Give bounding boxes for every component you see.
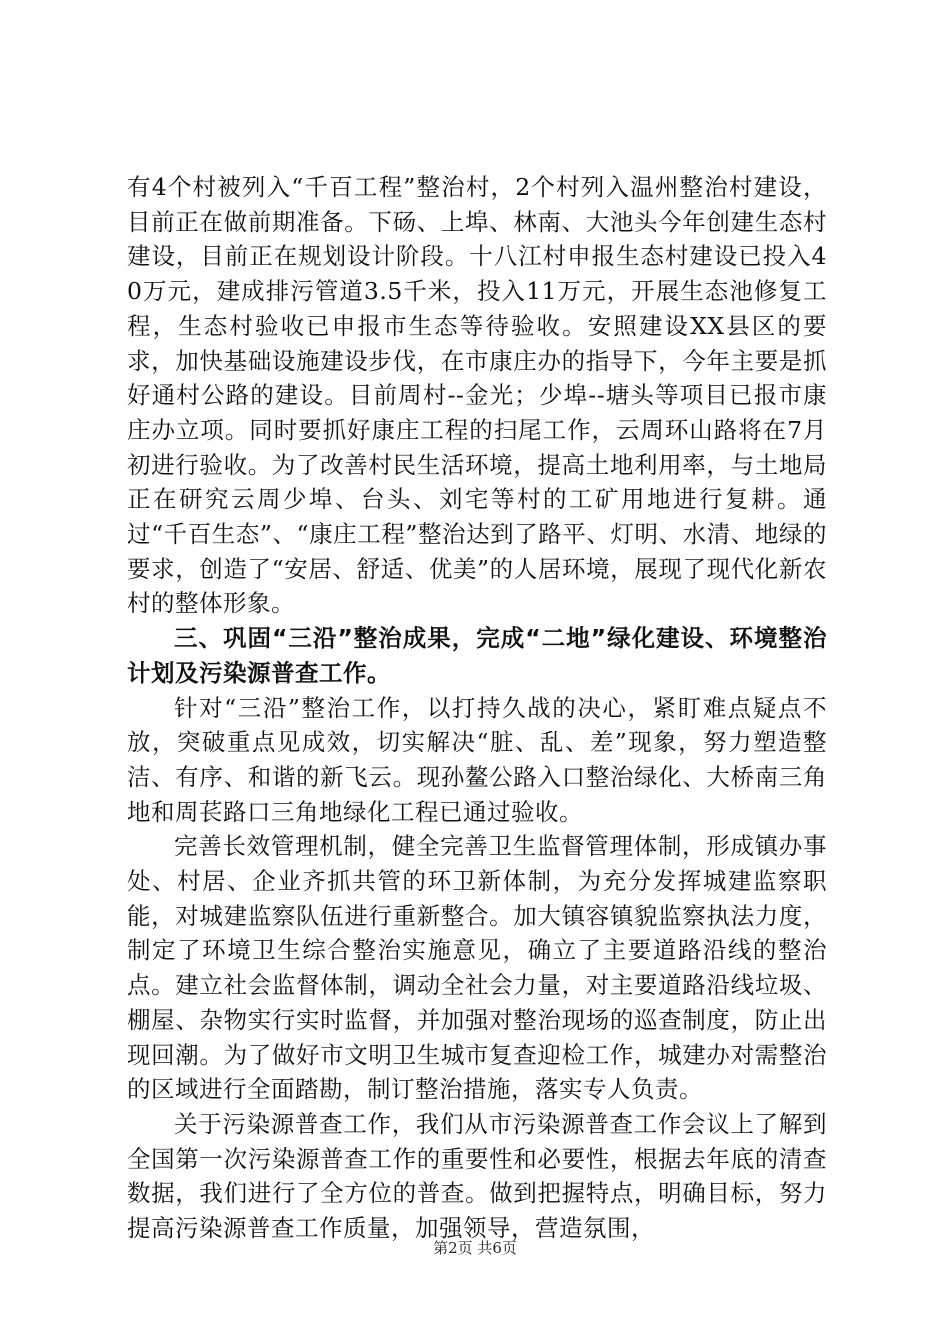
- paragraph-pollution-survey: 关于污染源普查工作，我们从市污染源普查工作会议上了解到全国第一次污染源普查工作的重要性和必要性，根据去年底的清查数据，我们进行了全方位的普查。做到把握特点，明确目标，努力提高污染源普查工作质量，加强领导，营造氛围，: [127, 1109, 827, 1243]
- paragraph-sanyan: 针对“三沿”整治工作，以打持久战的决心，紧盯难点疑点不放，突破重点见成效，切实解决“脏、乱、差”现象，努力塑造整洁、有序、和谐的新飞云。现孙鳌公路入口整治绿化、大桥南三角地和周苌路口三角地绿化工程已通过验收。: [127, 693, 827, 826]
- paragraph-management: 完善长效管理机制，健全完善卫生监督管理体制，形成镇办事处、村居、企业齐抓共管的环卫新体制，为充分发挥城建监察职能，对城建监察队伍进行重新整合。加大镇容镇貌监察执法力度，制定了环境卫生综合整治实施意见，确立了主要道路沿线的整治点。建立社会监督体制，调动全社会力量，对主要道路沿线垃圾、棚屋、杂物实行实时监督，并加强对整治现场的巡查制度，防止出现回潮。为了做好市文明卫生城市复查迎检工作，城建办对需整治的区域进行全面踏勘，制订整治措施，落实专人负责。: [127, 832, 827, 1104]
- page-footer: 第2页 共6页: [433, 1239, 517, 1257]
- paragraph-continued: 有4个村被列入“千百工程”整治村，2个村列入温州整治村建设，目前正在做前期准备。下砀、上埠、林南、大池头今年创建生态村建设，目前正在规划设计阶段。十八江村申报生态村建设已投入40万元，建成排污管道3.5千米，投入11万元，开展生态池修复工程，生态村验收已申报市生态等待验收。安照建设XX县区的要求，加快基础设施建设步伐，在市康庄办的指导下，今年主要是抓好通村公路的建设。目前周村--金光；少埠--塘头等项目已报市康庄办立项。同时要抓好康庄工程的扫尾工作，云周环山路将在7月初进行验收。为了改善村民生活环境，提高土地利用率，与土地局正在研究云周少埠、台头、刘宅等村的工矿用地进行复耕。通过“千百生态”、“康庄工程”整治达到了路平、灯明、水清、地绿的要求，创造了“安居、舒适、优美”的人居环境，展现了现代化新农村的整体形象。: [127, 173, 827, 618]
- document-body: [127, 170, 827, 1246]
- section-heading: 三、巩固“三沿”整治成果，完成“二地”绿化建设、环境整治计划及污染源普查工作。: [127, 624, 827, 687]
